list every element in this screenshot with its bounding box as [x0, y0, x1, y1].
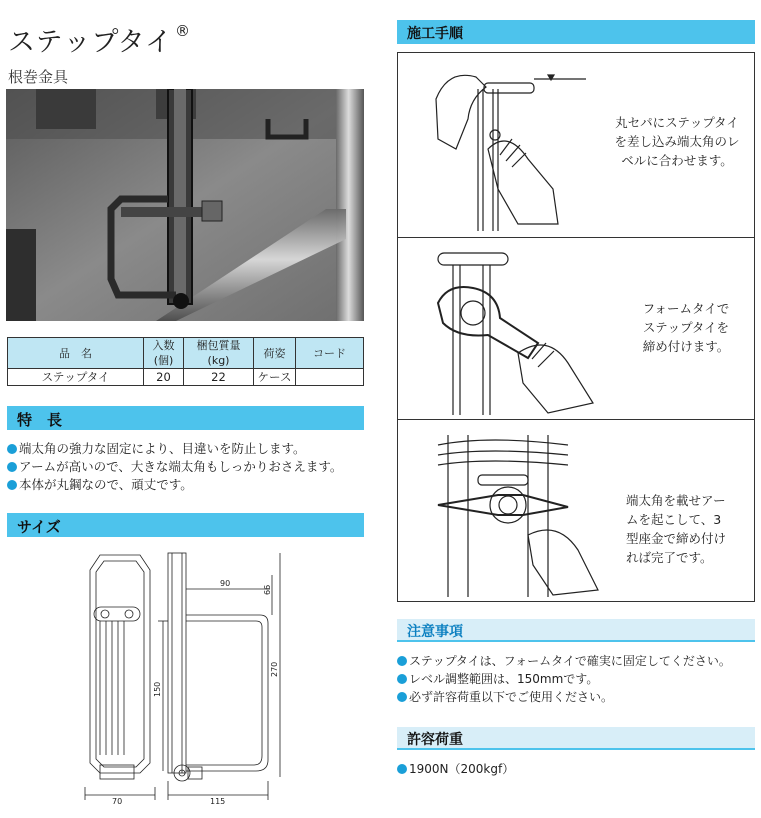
size-heading: サイズ: [17, 518, 61, 536]
dim-115: 115: [210, 797, 226, 806]
bullet-icon: [397, 656, 407, 666]
step2-line2: ステップタイを: [642, 320, 730, 335]
bullet-icon: [7, 444, 17, 454]
note-text: 必ず許容荷重以下でご使用ください。: [409, 690, 614, 704]
step2-line3: 締め付けます。: [642, 339, 730, 354]
procedure-heading: 施工手順: [407, 26, 463, 42]
feature-text: 本体が丸鋼なので、頑丈です。: [19, 477, 193, 492]
feature-text: 端太角の強力な固定により、目違いを防止します。: [19, 441, 306, 456]
col-code: コード: [296, 338, 364, 369]
list-item: [397, 652, 759, 670]
step3-line4: れば完了です。: [626, 550, 713, 565]
step1-line2: を差し込み端太角のレ: [614, 134, 740, 149]
step2-illustration: [428, 243, 608, 415]
step2-line1: フォームタイで: [642, 301, 730, 316]
bullet-icon: [7, 480, 17, 490]
step3-illustration: [428, 425, 608, 597]
col-weight-line2: (kg): [207, 354, 230, 367]
spec-table: [7, 337, 364, 386]
list-item: [397, 670, 759, 688]
page-title: [8, 20, 191, 59]
features-heading: 特 長: [17, 411, 63, 429]
col-qty: [144, 338, 184, 369]
notes-list: [397, 652, 759, 706]
note-text: ステップタイは、フォームタイで確実に固定してください。: [409, 654, 731, 668]
step1-line1: 丸セパにステップタイ: [615, 115, 739, 130]
col-weight-line1: 梱包質量: [196, 339, 241, 352]
step1-text: [606, 113, 748, 170]
table-row: [8, 369, 364, 386]
step1-line3: ベルに合わせます。: [621, 153, 733, 168]
col-qty-line1: 入数: [152, 339, 175, 352]
dim-66: 66: [263, 584, 272, 595]
list-item: [7, 458, 367, 476]
cell-packing: ケース: [254, 369, 296, 386]
list-item: [7, 440, 367, 458]
list-item: [7, 476, 367, 494]
bullet-icon: [7, 462, 17, 472]
feature-text: アームが高いので、大きな端太角もしっかりおさえます。: [19, 459, 343, 474]
note-text: レベル調整範囲は、150mmです。: [409, 672, 599, 686]
title-text: ステップタイ: [8, 27, 174, 58]
step2-text: [638, 299, 734, 356]
load-heading-bar: [397, 727, 755, 749]
step3-line1: 端太角を載せアー: [626, 493, 726, 508]
load-heading: 許容荷重: [407, 732, 463, 748]
notes-heading: 注意事項: [407, 624, 463, 640]
list-item: [397, 688, 759, 706]
col-qty-line2: (個): [153, 354, 174, 367]
subtitle: 根巻金具: [8, 68, 69, 86]
step1-illustration: [408, 59, 608, 231]
notes-heading-bar: [397, 619, 755, 641]
product-photo: [6, 89, 364, 321]
step3-line3: 型座金で締め付け: [626, 531, 727, 546]
procedure-heading-bar: [397, 20, 755, 44]
registered-mark: ®: [175, 22, 192, 40]
features-list: [7, 440, 367, 494]
dim-270: 270: [270, 661, 279, 677]
col-name: 品 名: [8, 338, 144, 369]
size-heading-bar: [7, 513, 364, 537]
procedure-box: [397, 52, 755, 602]
features-heading-bar: [7, 406, 364, 430]
col-packing: 荷姿: [254, 338, 296, 369]
col-weight: [184, 338, 254, 369]
load-list: [397, 760, 697, 778]
load-text: 1900N（200kgf）: [409, 762, 515, 776]
bullet-icon: [397, 692, 407, 702]
step3-line2: ムを起こして、3: [626, 512, 722, 527]
dim-70: 70: [112, 797, 123, 806]
step3-text: [626, 491, 748, 567]
list-item: [397, 760, 697, 778]
bullet-icon: [397, 764, 407, 774]
cell-name: ステップタイ: [8, 369, 144, 386]
cell-weight: 22: [184, 369, 254, 386]
bullet-icon: [397, 674, 407, 684]
dim-150: 150: [153, 681, 162, 697]
cell-qty: 20: [144, 369, 184, 386]
size-drawing: [60, 545, 360, 813]
cell-code: [296, 369, 364, 386]
dim-90: 90: [220, 579, 231, 588]
